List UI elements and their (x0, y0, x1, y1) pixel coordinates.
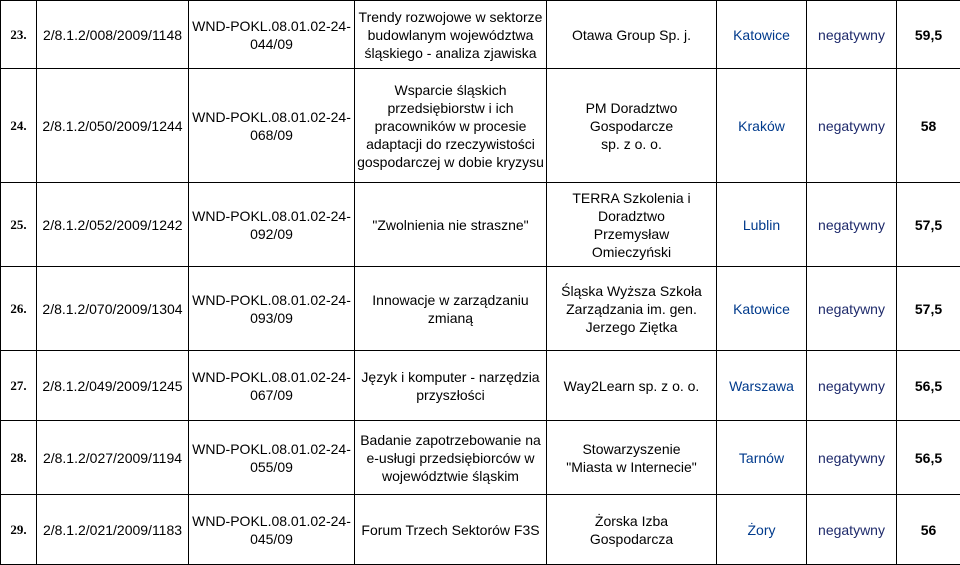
file-number: 2/8.1.2/027/2009/1194 (37, 421, 189, 495)
cell-line: 067/09 (191, 386, 352, 404)
evaluation-result: negatywny (807, 421, 897, 495)
cell-line: WND-POKL.08.01.02-24- (191, 440, 352, 458)
row-number: 29. (1, 495, 37, 565)
table-row (1, 1, 960, 69)
applicant-name (547, 69, 717, 183)
project-title (355, 1, 547, 69)
applicant-city: Kraków (717, 69, 807, 183)
cell-line: WND-POKL.08.01.02-24- (191, 108, 352, 126)
evaluation-result: negatywny (807, 495, 897, 565)
project-title (355, 267, 547, 351)
application-number (189, 69, 355, 183)
cell-line: gospodarczej w dobie kryzysu (357, 153, 544, 171)
row-number: 23. (1, 1, 37, 69)
cell-line: Język i komputer - narzędzia (357, 368, 544, 386)
applicant-city: Warszawa (717, 351, 807, 421)
cell-line: Stowarzyszenie (549, 440, 714, 458)
cell-line: adaptacji do rzeczywistości (357, 135, 544, 153)
application-number (189, 351, 355, 421)
row-number: 28. (1, 421, 37, 495)
cell-line: WND-POKL.08.01.02-24- (191, 291, 352, 309)
cell-line: przedsiębiorstw i ich (357, 99, 544, 117)
row-number: 25. (1, 183, 37, 267)
cell-line: Forum Trzech Sektorów F3S (357, 521, 544, 539)
cell-line: budowlanym województwa (357, 26, 544, 44)
cell-line: WND-POKL.08.01.02-24- (191, 207, 352, 225)
applicant-name (547, 421, 717, 495)
cell-line: 093/09 (191, 309, 352, 327)
applicant-name (547, 1, 717, 69)
applicant-city: Katowice (717, 267, 807, 351)
cell-line: "Zwolnienia nie straszne" (357, 216, 544, 234)
cell-line: Badanie zapotrzebowanie na (357, 431, 544, 449)
cell-line: 068/09 (191, 126, 352, 144)
applicant-name (547, 267, 717, 351)
project-title (355, 351, 547, 421)
cell-line: e-usługi przedsiębiorców w (357, 449, 544, 467)
cell-line: śląskiego - analiza zjawiska (357, 44, 544, 62)
project-title (355, 183, 547, 267)
file-number: 2/8.1.2/049/2009/1245 (37, 351, 189, 421)
application-number (189, 267, 355, 351)
application-number (189, 1, 355, 69)
evaluation-result: negatywny (807, 267, 897, 351)
applicant-city: Katowice (717, 1, 807, 69)
row-number: 26. (1, 267, 37, 351)
applicant-name (547, 351, 717, 421)
application-number (189, 421, 355, 495)
cell-line: Przemysław (549, 225, 714, 243)
cell-line: Śląska Wyższa Szkoła (549, 282, 714, 300)
table-row (1, 69, 960, 183)
cell-line: 092/09 (191, 225, 352, 243)
application-number (189, 495, 355, 565)
cell-line: zmianą (357, 309, 544, 327)
cell-line: województwie śląskim (357, 467, 544, 485)
applicant-name (547, 495, 717, 565)
score-value: 59,5 (897, 1, 960, 69)
file-number: 2/8.1.2/008/2009/1148 (37, 1, 189, 69)
evaluation-result: negatywny (807, 1, 897, 69)
project-title (355, 495, 547, 565)
cell-line: Wsparcie śląskich (357, 81, 544, 99)
application-number (189, 183, 355, 267)
project-title (355, 69, 547, 183)
cell-line: WND-POKL.08.01.02-24- (191, 512, 352, 530)
score-value: 56 (897, 495, 960, 565)
score-value: 57,5 (897, 183, 960, 267)
cell-line: Trendy rozwojowe w sektorze (357, 8, 544, 26)
cell-line: Zarządzania im. gen. (549, 300, 714, 318)
cell-line: 044/09 (191, 35, 352, 53)
cell-line: Innowacje w zarządzaniu (357, 291, 544, 309)
file-number: 2/8.1.2/050/2009/1244 (37, 69, 189, 183)
evaluation-result: negatywny (807, 69, 897, 183)
cell-line: WND-POKL.08.01.02-24- (191, 17, 352, 35)
cell-line: Gospodarcza (549, 530, 714, 548)
applicant-city: Lublin (717, 183, 807, 267)
file-number: 2/8.1.2/021/2009/1183 (37, 495, 189, 565)
applicant-city: Tarnów (717, 421, 807, 495)
project-title (355, 421, 547, 495)
score-value: 56,5 (897, 421, 960, 495)
cell-line: Żorska Izba (549, 512, 714, 530)
cell-line: PM Doradztwo (549, 99, 714, 117)
table-row (1, 351, 960, 421)
cell-line: "Miasta w Internecie" (549, 458, 714, 476)
cell-line: WND-POKL.08.01.02-24- (191, 368, 352, 386)
table-row (1, 421, 960, 495)
cell-line: Gospodarcze (549, 117, 714, 135)
cell-line: sp. z o. o. (549, 135, 714, 153)
score-value: 58 (897, 69, 960, 183)
table-row (1, 267, 960, 351)
table-row (1, 183, 960, 267)
row-number: 27. (1, 351, 37, 421)
cell-line: Way2Learn sp. z o. o. (549, 377, 714, 395)
cell-line: Omieczyński (549, 243, 714, 261)
table-row (1, 495, 960, 565)
evaluation-result: negatywny (807, 351, 897, 421)
cell-line: Jerzego Ziętka (549, 318, 714, 336)
cell-line: przyszłości (357, 386, 544, 404)
file-number: 2/8.1.2/052/2009/1242 (37, 183, 189, 267)
applicant-name (547, 183, 717, 267)
score-value: 57,5 (897, 267, 960, 351)
applicant-city: Żory (717, 495, 807, 565)
evaluation-result: negatywny (807, 183, 897, 267)
file-number: 2/8.1.2/070/2009/1304 (37, 267, 189, 351)
row-number: 24. (1, 69, 37, 183)
cell-line: Doradztwo (549, 207, 714, 225)
cell-line: Otawa Group Sp. j. (549, 26, 714, 44)
score-value: 56,5 (897, 351, 960, 421)
cell-line: pracowników w procesie (357, 117, 544, 135)
cell-line: 055/09 (191, 458, 352, 476)
cell-line: TERRA Szkolenia i (549, 189, 714, 207)
cell-line: 045/09 (191, 530, 352, 548)
